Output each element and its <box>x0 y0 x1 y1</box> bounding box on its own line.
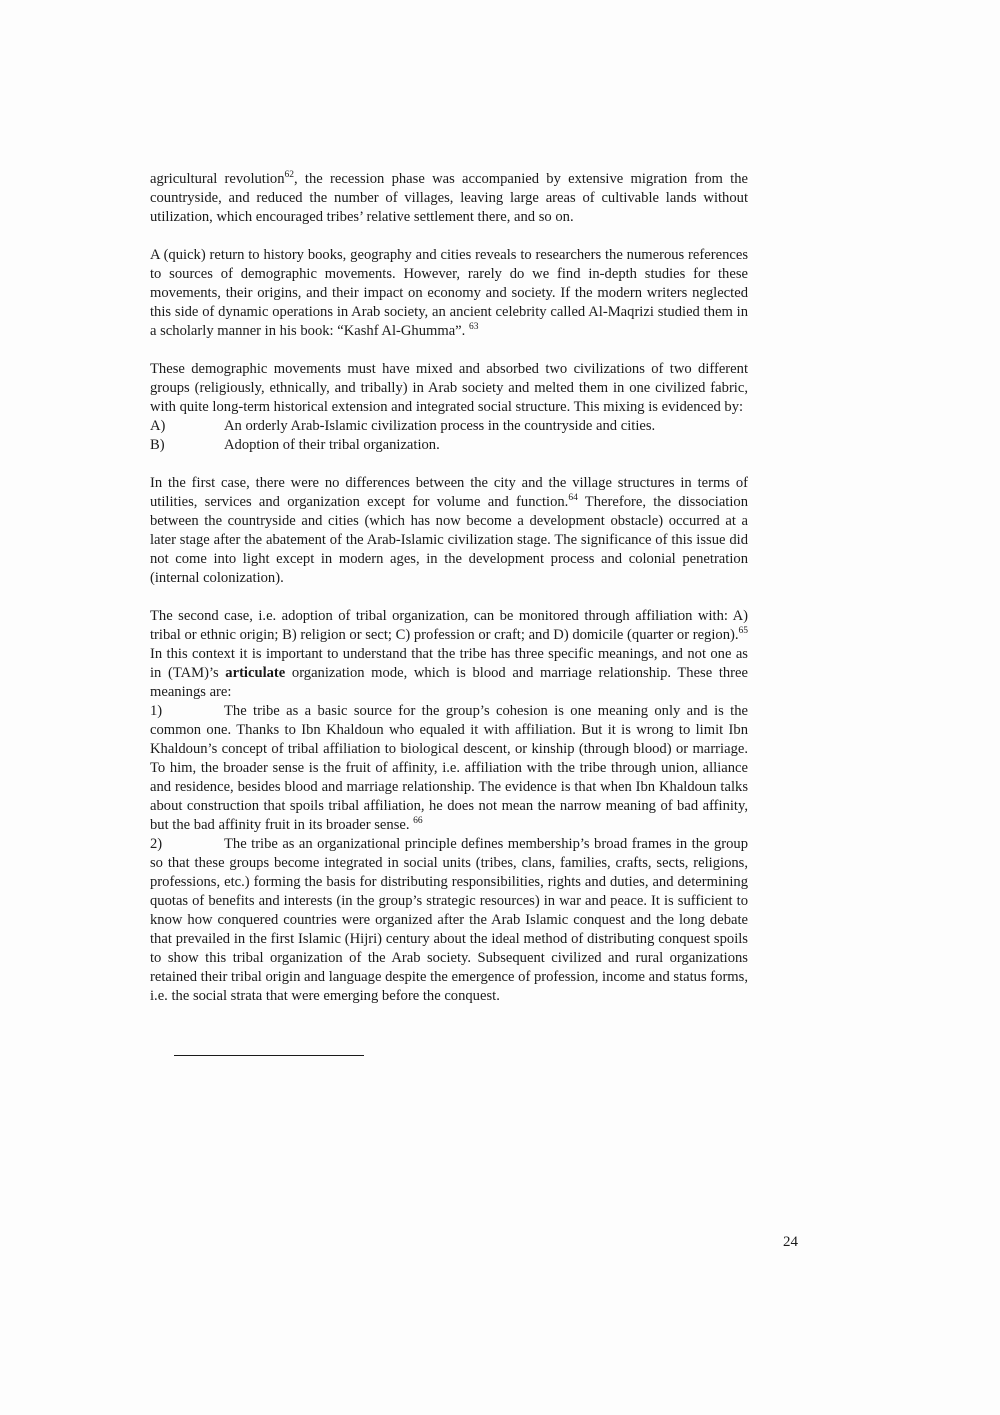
paragraph-second-case <box>150 607 748 702</box>
footnote-separator <box>174 1055 364 1056</box>
bold-term: articulate <box>225 665 286 681</box>
text-run: The second case, i.e. adoption of tribal organization, can be monitored through affiliation with: A) tribal or ethnic origin; B) religion or sect; C) profession or craft; and D) domicile (quarter or region). <box>150 608 748 643</box>
paragraph-first-case <box>150 474 748 588</box>
text-run: These demographic movements must have mixed and absorbed two civilizations of two different groups (religiously, ethnically, and tribally) in Arab society and melted them in one civilized fabric, with quite long-term historical extension and integrated social structure. This mixing is evidenced by: <box>150 361 748 415</box>
numbered-item-2 <box>150 835 748 1006</box>
numbered-item-1 <box>150 702 748 835</box>
footnote-ref-62[interactable]: 62 <box>284 170 295 181</box>
list-item-b <box>150 436 748 455</box>
list-text: An orderly Arab-Islamic civilization process in the countryside and cities. <box>224 418 656 434</box>
text-run: In this context it is important to understand that the tribe has three specific meanings, and not one as in (TAM)’s <box>150 646 748 681</box>
text-run: Therefore, the dissociation between the countryside and cities (which has now become a development obstacle) occurred at a later stage after the abatement of the Arab-Islamic civilization stage. The significance of this issue did not come into light except in modern ages, in the development process and colonial penetration (internal colonization). <box>150 494 748 586</box>
list-label: B) <box>150 437 165 453</box>
footnote-ref-66[interactable]: 66 <box>413 816 423 827</box>
text-run: organization mode, which is blood and marriage relationship. These three meanings are: <box>150 665 748 700</box>
paragraph-agricultural-revolution <box>150 170 748 227</box>
list-label: A) <box>150 418 166 434</box>
text-run: The tribe as an organizational principle defines membership’s broad frames in the group so that these groups become integrated in social units (tribes, clans, families, crafts, sects, religions, professions, etc.) forming the basis for distributing responsibilities, rights and duties, and determining quotas of benefits and interests (in the group’s strategic resources) in war and peace. It is sufficient to know how conquered countries were organized after the Arab Islamic conquest and the long debate that prevailed in the first Islamic (Hijri) century about the ideal method of distributing conquest spoils to show this tribal organization of the Arab society. Subsequent civilized and rural organizations retained their tribal origin and language despite the emergence of profession, income and status forms, i.e. the social strata that were emerging before the conquest. <box>150 836 748 1004</box>
text-run: , the recession phase was accompanied by extensive migration from the countryside, and reduced the number of villages, leaving large areas of cultivable lands without utilization, which encouraged tribes’ relative settlement there, and so on. <box>150 171 748 225</box>
text-run: agricultural revolution <box>150 171 285 187</box>
paragraph-demographic-movements <box>150 360 748 417</box>
body-text <box>150 170 748 1006</box>
paragraph-history-books <box>150 246 748 341</box>
footnote-ref-65[interactable]: 65 <box>738 626 748 637</box>
text-run: In the first case, there were no differences between the city and the village structures in terms of utilities, services and organization except for volume and function. <box>150 475 748 510</box>
list-item-a <box>150 417 748 436</box>
page-number: 24 <box>783 1234 798 1250</box>
footnote-ref-63[interactable]: 63 <box>468 322 479 333</box>
text-run: A (quick) return to history books, geography and cities reveals to researchers the numerous references to sources of demographic movements. However, rarely do we find in-depth studies for these movements, their origins, and their impact on economy and society. If the modern writers neglected this side of dynamic operations in Arab society, an ancient celebrity called Al-Maqrizi studied them in a scholarly manner in his book: “Kashf Al-Ghumma”. <box>150 247 748 339</box>
item-label: 1) <box>150 703 163 719</box>
footnote-ref-64[interactable]: 64 <box>568 493 578 504</box>
text-run: The tribe as a basic source for the group’s cohesion is one meaning only and is the common one. Thanks to Ibn Khaldoun who equaled it with affiliation. But it is wrong to limit Ibn Khaldoun’s concept of tribal affiliation to biological descent, or kinship (through blood) or marriage. To him, the broader sense is the fruit of affinity, i.e. affiliation with the tribe through union, alliance and residence, besides blood and marriage relationship. The evidence is that when Ibn Khaldoun talks about construction that spoils tribal affiliation, he does not mean the narrow meaning of bad affinity, but the bad affinity fruit in its broader sense. <box>150 703 748 833</box>
list-text: Adoption of their tribal organization. <box>224 437 440 453</box>
item-label: 2) <box>150 836 163 852</box>
